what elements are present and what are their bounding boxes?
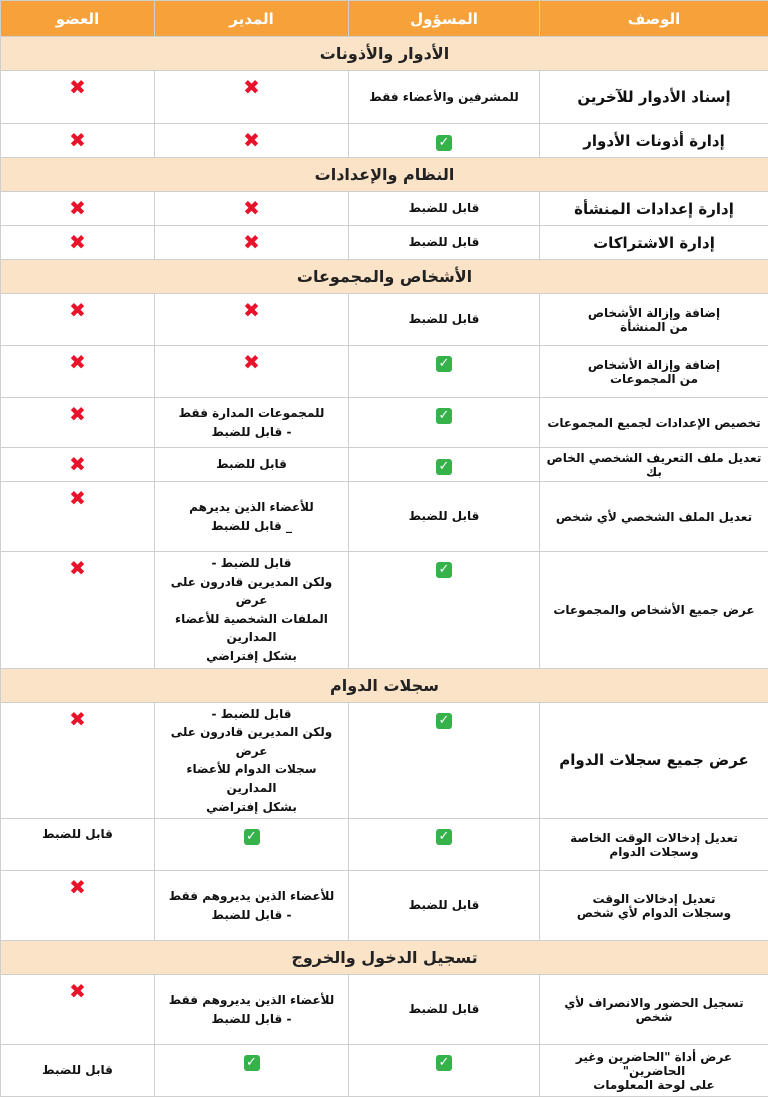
member-cell — [1, 226, 155, 260]
cross-icon: ✖ — [69, 488, 86, 508]
table-row — [1, 819, 768, 871]
manager-cell — [155, 192, 349, 226]
table-row — [1, 871, 768, 941]
member-cell — [1, 192, 155, 226]
manager-cell: للأعضاء الذين يديروهم فقط - قابل للضبط — [155, 871, 349, 941]
table-row — [1, 975, 768, 1045]
header-member: العضو — [1, 1, 155, 37]
member-cell — [1, 871, 155, 941]
member-cell — [1, 975, 155, 1045]
manager-cell — [155, 346, 349, 398]
table-row — [1, 192, 768, 226]
responsible-cell — [349, 448, 540, 482]
cross-icon: ✖ — [69, 877, 86, 897]
section-row — [1, 158, 768, 192]
member-cell: قابل للضبط — [1, 819, 155, 871]
header-row — [1, 1, 768, 37]
check-icon: ✓ — [244, 1055, 260, 1071]
cross-icon: ✖ — [243, 300, 260, 320]
header-responsible: المسؤول — [349, 1, 540, 37]
manager-cell — [155, 124, 349, 158]
table-row — [1, 448, 768, 482]
cross-icon: ✖ — [69, 709, 86, 729]
row-description: تعديل إدخالات الوقت الخاصة وسجلات الدوام — [540, 819, 768, 871]
section-title: سجلات الدوام — [1, 668, 768, 702]
row-description: تسجيل الحضور والانصراف لأي شخص — [540, 975, 768, 1045]
row-description: عرض أداة "الحاضرين وغير الحاضرين" على لوحة المعلومات — [540, 1045, 768, 1097]
section-row — [1, 260, 768, 294]
check-icon: ✓ — [436, 829, 452, 845]
table-row — [1, 398, 768, 448]
cross-icon: ✖ — [243, 198, 260, 218]
manager-cell: قابل للضبط - ولكن المديرين قادرون على عرض سجلات الدوام للأعضاء المدارين بشكل إفتراضي — [155, 702, 349, 819]
header-manager: المدير — [155, 1, 349, 37]
section-title: الأشخاص والمجموعات — [1, 260, 768, 294]
cross-icon: ✖ — [69, 454, 86, 474]
check-icon: ✓ — [244, 829, 260, 845]
cross-icon: ✖ — [69, 981, 86, 1001]
table-row — [1, 226, 768, 260]
row-description: عرض جميع الأشخاص والمجموعات — [540, 552, 768, 669]
row-description: إدارة إعدادات المنشأة — [540, 192, 768, 226]
cross-icon: ✖ — [69, 198, 86, 218]
row-description: عرض جميع سجلات الدوام — [540, 702, 768, 819]
responsible-cell — [349, 398, 540, 448]
table-row — [1, 1045, 768, 1097]
table-row — [1, 346, 768, 398]
member-cell — [1, 398, 155, 448]
section-row — [1, 941, 768, 975]
member-cell — [1, 448, 155, 482]
check-icon: ✓ — [436, 713, 452, 729]
cross-icon: ✖ — [69, 300, 86, 320]
check-icon: ✓ — [436, 356, 452, 372]
header-description: الوصف — [540, 1, 768, 37]
row-description: إدارة أذونات الأدوار — [540, 124, 768, 158]
responsible-cell — [349, 819, 540, 871]
manager-cell — [155, 226, 349, 260]
section-title: الأدوار والأذونات — [1, 37, 768, 71]
manager-cell: للمجموعات المدارة فقط - قابل للضبط — [155, 398, 349, 448]
row-description: تعديل الملف الشخصي لأي شخص — [540, 482, 768, 552]
check-icon: ✓ — [436, 562, 452, 578]
table-row — [1, 702, 768, 819]
member-cell — [1, 702, 155, 819]
cross-icon: ✖ — [243, 232, 260, 252]
manager-cell: للأعضاء الذين يديروهم فقط - قابل للضبط — [155, 975, 349, 1045]
table-row — [1, 124, 768, 158]
responsible-cell: قابل للضبط — [349, 871, 540, 941]
section-title: النظام والإعدادات — [1, 158, 768, 192]
table-row — [1, 482, 768, 552]
check-icon: ✓ — [436, 135, 452, 151]
check-icon: ✓ — [436, 459, 452, 475]
table-row — [1, 552, 768, 669]
cross-icon: ✖ — [69, 558, 86, 578]
member-cell — [1, 294, 155, 346]
member-cell — [1, 124, 155, 158]
row-description: تعديل إدخالات الوقت وسجلات الدوام لأي شخص — [540, 871, 768, 941]
member-cell — [1, 552, 155, 669]
cross-icon: ✖ — [243, 352, 260, 372]
responsible-cell — [349, 346, 540, 398]
section-row — [1, 37, 768, 71]
row-description: إسناد الأدوار للآخرين — [540, 71, 768, 124]
row-description: تخصيص الإعدادات لجميع المجموعات — [540, 398, 768, 448]
manager-cell — [155, 294, 349, 346]
manager-cell — [155, 71, 349, 124]
cross-icon: ✖ — [69, 404, 86, 424]
manager-cell: قابل للضبط - ولكن المديرين قادرون على عرض الملفات الشخصية للأعضاء المدارين بشكل إفتراضي — [155, 552, 349, 669]
responsible-cell — [349, 552, 540, 669]
row-description: إدارة الاشتراكات — [540, 226, 768, 260]
manager-cell: قابل للضبط — [155, 448, 349, 482]
table-row — [1, 71, 768, 124]
cross-icon: ✖ — [69, 232, 86, 252]
row-description: إضافة وإزالة الأشخاص من المجموعات — [540, 346, 768, 398]
member-cell — [1, 482, 155, 552]
manager-cell — [155, 1045, 349, 1097]
responsible-cell: قابل للضبط — [349, 192, 540, 226]
responsible-cell: قابل للضبط — [349, 482, 540, 552]
responsible-cell: للمشرفين والأعضاء فقط — [349, 71, 540, 124]
responsible-cell — [349, 124, 540, 158]
responsible-cell — [349, 702, 540, 819]
member-cell — [1, 71, 155, 124]
check-icon: ✓ — [436, 408, 452, 424]
row-description: تعديل ملف التعريف الشخصي الخاص بك — [540, 448, 768, 482]
manager-cell: للأعضاء الذين يديرهم _ قابل للضبط — [155, 482, 349, 552]
cross-icon: ✖ — [69, 352, 86, 372]
section-row — [1, 668, 768, 702]
cross-icon: ✖ — [69, 130, 86, 150]
section-title: تسجيل الدخول والخروج — [1, 941, 768, 975]
cross-icon: ✖ — [69, 77, 86, 97]
member-cell: قابل للضبط — [1, 1045, 155, 1097]
cross-icon: ✖ — [243, 77, 260, 97]
member-cell — [1, 346, 155, 398]
responsible-cell — [349, 1045, 540, 1097]
check-icon: ✓ — [436, 1055, 452, 1071]
table-row — [1, 294, 768, 346]
responsible-cell: قابل للضبط — [349, 226, 540, 260]
responsible-cell: قابل للضبط — [349, 975, 540, 1045]
cross-icon: ✖ — [243, 130, 260, 150]
manager-cell — [155, 819, 349, 871]
row-description: إضافة وإزالة الأشخاص من المنشأة — [540, 294, 768, 346]
responsible-cell: قابل للضبط — [349, 294, 540, 346]
